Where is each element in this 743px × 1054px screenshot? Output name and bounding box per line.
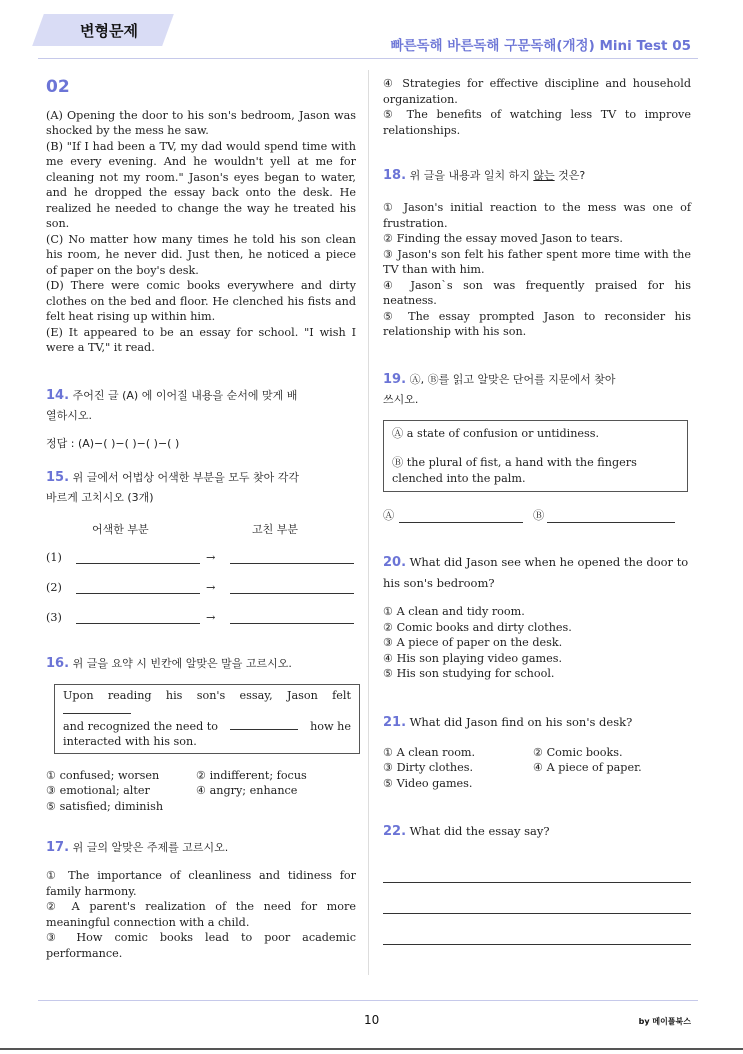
question-number: 17. — [46, 840, 70, 855]
option[interactable]: ⑤ Video games. — [383, 776, 473, 790]
option[interactable]: ③ Jason's son felt his father spent more time with the TV than with him. — [383, 247, 691, 276]
question-number: 14. — [46, 387, 70, 403]
question-text: 위 글을 요약 시 빈칸에 알맞은 말을 고르시오. — [72, 656, 292, 670]
definition-a: Ⓐ a state of confusion or untidiness. — [392, 426, 600, 440]
passage-text — [46, 108, 356, 356]
answer-label-a: Ⓐ — [383, 509, 395, 522]
option[interactable]: ④ angry; enhance — [196, 784, 298, 797]
question-text: Ⓐ, Ⓑ를 읽고 알맞은 단어를 지문에서 찾아 — [409, 372, 616, 386]
passage-paragraph: (D) There were comic books everywhere and dirty clothes on the bed and floor. He clenched his fists and felt heat rising up within him. — [46, 279, 356, 323]
footer-rule — [38, 1000, 698, 1001]
question-15 — [46, 468, 356, 632]
page-number: 10 — [364, 1013, 380, 1027]
options-list — [383, 745, 691, 792]
option[interactable]: ② Comic books. — [533, 745, 623, 759]
answer-blank-wrong[interactable] — [76, 563, 200, 564]
answer-blank-fixed[interactable] — [230, 593, 354, 594]
right-column — [383, 76, 691, 945]
answer-table-header — [46, 516, 356, 542]
passage-number: 02 — [46, 77, 70, 97]
answer-line[interactable] — [383, 914, 691, 945]
question-number: 22. — [383, 824, 407, 839]
question-text: 주어진 글 (A) 에 이어질 내용을 순서에 맞게 배 — [72, 388, 298, 402]
question-18 — [383, 166, 691, 340]
passage-paragraph: (E) It appeared to be an essay for school. "I wish I were a TV," it read. — [46, 325, 356, 354]
question-number: 20. — [383, 555, 407, 570]
option[interactable]: ⑤ His son studying for school. — [383, 667, 555, 680]
option[interactable]: ① Jason's initial reaction to the mess was one of frustration. — [383, 201, 691, 230]
option[interactable]: ④ His son playing video games. — [383, 651, 563, 665]
answer-blank-wrong[interactable] — [76, 623, 200, 624]
arrow-icon: → — [206, 580, 216, 594]
options-list — [383, 604, 691, 682]
question-20 — [383, 552, 691, 682]
definition-box — [383, 420, 688, 493]
question-17 — [46, 838, 356, 961]
question-number: 16. — [46, 655, 70, 671]
option[interactable]: ① confused; worsen — [46, 768, 160, 782]
question-number: 15. — [46, 469, 70, 485]
passage-paragraph: (C) No matter how many times he told his son clean his room, he never did. Just then, he noticed a piece of paper on the boy's desk. — [46, 232, 356, 277]
summary-text: how he — [310, 719, 351, 733]
arrow-icon: → — [206, 610, 216, 624]
answer-blank-fixed[interactable] — [230, 623, 354, 624]
answer-blank-a[interactable] — [399, 522, 523, 523]
option[interactable]: ① The importance of cleanliness and tidiness for family harmony. — [46, 869, 356, 898]
question-number: 18. — [383, 168, 407, 183]
option[interactable]: ④ Jason`s son was frequently praised for his neatness. — [383, 278, 691, 307]
question-19 — [383, 370, 691, 533]
question-text: 위 글의 알맞은 주제를 고르시오. — [72, 841, 229, 854]
answer-line[interactable] — [383, 862, 691, 883]
row-label: (2) — [46, 580, 62, 594]
arrow-icon: → — [206, 550, 216, 564]
question-text: 위 글에서 어법상 어색한 부분을 모두 찾아 각각 — [72, 470, 299, 484]
question-text: 열하시오. — [46, 408, 93, 422]
question-text: 쓰시오. — [383, 392, 419, 406]
options-list — [46, 768, 356, 815]
answer-blank-b[interactable] — [547, 522, 675, 523]
left-column — [46, 76, 356, 961]
row-label: (1) — [46, 550, 62, 564]
question-text: 바르게 고치시오 (3개) — [46, 490, 154, 504]
question-text: What did the essay say? — [409, 824, 550, 838]
option[interactable]: ③ Dirty clothes. — [383, 761, 474, 774]
options-list — [46, 868, 356, 961]
answer-blank-wrong[interactable] — [76, 593, 200, 594]
question-number: 21. — [383, 714, 407, 730]
passage-paragraph: (B) "If I had been a TV, my dad would spend time with me every evening. And he wouldn't yell at me for cleaning not my room." Jason's eyes began to water, and he dropped the essay back onto the desk. He realized he needed to change the way he treated his son. — [46, 139, 356, 230]
option[interactable]: ② Comic books and dirty clothes. — [383, 620, 572, 634]
question-text: What did Jason find on his son's desk? — [409, 714, 633, 729]
question-22 — [383, 821, 691, 945]
option[interactable]: ③ A piece of paper on the desk. — [383, 636, 563, 649]
option[interactable]: ② A parent's realization of the need for more meaningful connection with a child. — [46, 900, 356, 929]
answer-label-b: Ⓑ — [533, 509, 545, 522]
summary-text: and recognized the need to — [63, 719, 219, 733]
summary-blank-b[interactable] — [230, 719, 298, 730]
question-text: 위 글을 내용과 일치 하지 — [409, 169, 534, 182]
answer-row — [46, 542, 356, 572]
question-text: What did Jason see when he opened the door to — [409, 555, 689, 569]
answer-row — [46, 572, 356, 602]
column-header-wrong: 어색한 부분 — [92, 522, 149, 536]
column-header-fixed: 고친 부분 — [252, 522, 299, 536]
option[interactable]: ④ Strategies for effective discipline and household organization. — [383, 77, 691, 106]
option[interactable]: ⑤ The benefits of watching less TV to improve relationships. — [383, 108, 691, 137]
header-title: 빠른독해 바른독해 구문독해(개정) Mini Test 05 — [390, 38, 691, 54]
question-14 — [46, 386, 356, 454]
header-rule — [38, 58, 698, 59]
question-number: 19. — [383, 371, 407, 387]
summary-box — [54, 684, 360, 754]
passage-paragraph: (A) Opening the door to his son's bedroom, Jason was shocked by the mess he saw. — [46, 108, 356, 137]
option[interactable]: ① A clean and tidy room. — [383, 605, 525, 618]
question-text-emphasis: 않는 — [533, 169, 555, 182]
header-label: 변형문제 — [80, 22, 138, 40]
page-header — [0, 0, 743, 62]
option[interactable]: ④ A piece of paper. — [533, 761, 642, 774]
definition-b: Ⓑ the plural of fist, a hand with the fingers clenched into the palm. — [392, 456, 637, 485]
column-divider — [368, 70, 369, 975]
summary-text: interacted with his son. — [63, 735, 197, 748]
question-21 — [383, 712, 691, 792]
option[interactable]: ③ emotional; alter — [46, 784, 150, 797]
summary-blank-a[interactable] — [63, 703, 131, 714]
answer-row — [46, 602, 356, 632]
options-list-continued — [383, 76, 691, 138]
option[interactable]: ⑤ The essay prompted Jason to reconsider his relationship with his son. — [383, 309, 691, 338]
answer-lines — [383, 862, 691, 945]
question-16 — [46, 654, 356, 815]
option[interactable]: ② Finding the essay moved Jason to tears. — [383, 232, 623, 245]
answer-row — [383, 506, 691, 532]
bottom-border — [0, 1048, 743, 1050]
question-text: his son's bedroom? — [383, 576, 495, 590]
options-list — [383, 200, 691, 340]
answer-line[interactable] — [383, 883, 691, 914]
publisher-brand: by 메이플북스 — [638, 1017, 691, 1026]
option[interactable]: ① A clean room. — [383, 745, 476, 759]
answer-blank-fixed[interactable] — [230, 563, 354, 564]
answer-line[interactable]: 정답 : (A)−( )−( )−( )−( ) — [46, 436, 180, 450]
question-text: 것은? — [554, 169, 586, 182]
option[interactable]: ② indifferent; focus — [196, 768, 307, 782]
option[interactable]: ⑤ satisfied; diminish — [46, 799, 164, 813]
row-label: (3) — [46, 610, 62, 624]
option[interactable]: ③ How comic books lead to poor academic performance. — [46, 931, 356, 960]
summary-text: Upon reading his son's essay, Jason felt — [63, 688, 351, 702]
